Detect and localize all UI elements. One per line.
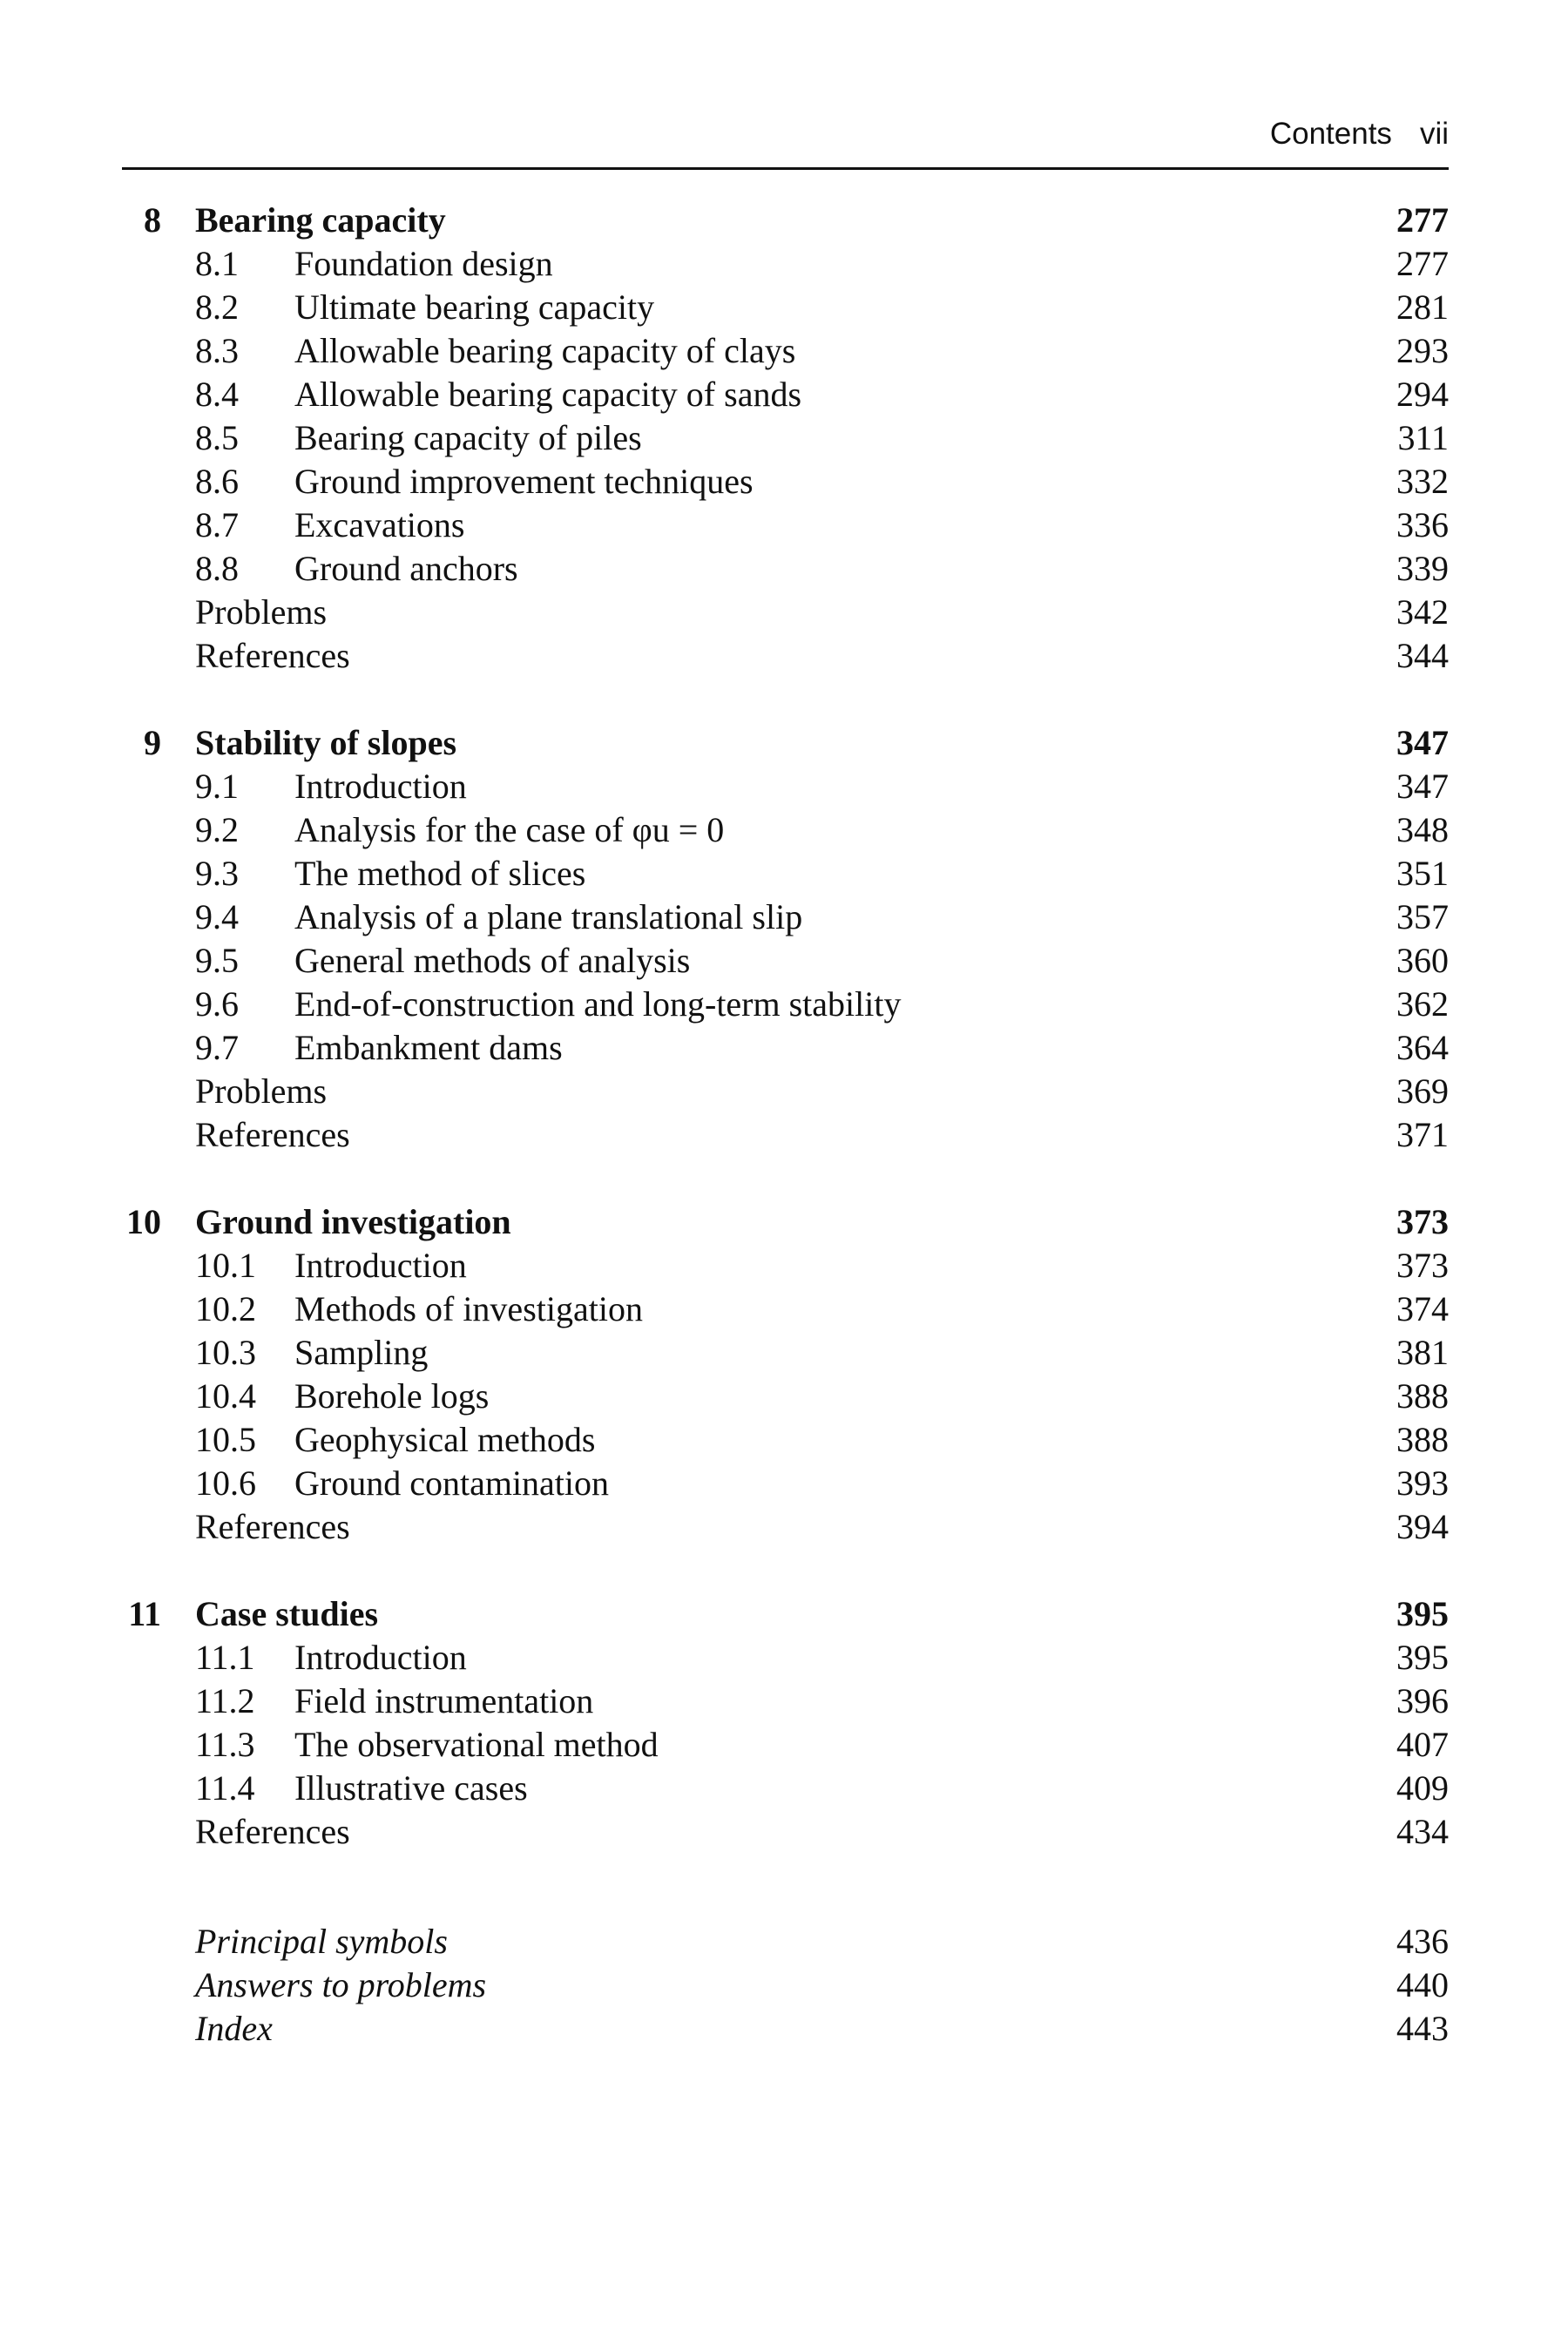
section-entry[interactable] bbox=[122, 1331, 1449, 1375]
section-page-number: 339 bbox=[1396, 549, 1449, 588]
section-page-number: 364 bbox=[1396, 1028, 1449, 1067]
chapter-page-number: 347 bbox=[1396, 723, 1449, 762]
back-matter-title: Principal symbols bbox=[195, 1922, 448, 1961]
section-number: 10.5 bbox=[195, 1420, 256, 1459]
back-matter-entry[interactable] bbox=[122, 1963, 1449, 2007]
chapter-heading[interactable] bbox=[122, 1200, 1449, 1244]
section-number: 8.7 bbox=[195, 505, 239, 544]
section-title: Allowable bearing capacity of clays bbox=[294, 331, 796, 370]
section-title: Introduction bbox=[294, 1638, 467, 1677]
section-page-number: 373 bbox=[1396, 1246, 1449, 1285]
chapter-title: Case studies bbox=[195, 1594, 379, 1633]
section-entry[interactable] bbox=[122, 1636, 1449, 1680]
section-entry[interactable] bbox=[122, 939, 1449, 983]
section-entry[interactable] bbox=[122, 1375, 1449, 1418]
section-entry[interactable] bbox=[122, 547, 1449, 591]
chapter-page-number: 395 bbox=[1396, 1594, 1449, 1633]
table-of-contents bbox=[122, 199, 1449, 2051]
section-page-number: 332 bbox=[1396, 462, 1449, 501]
section-title: Sampling bbox=[294, 1333, 429, 1372]
header-rule bbox=[122, 167, 1449, 170]
extra-page-number: 342 bbox=[1396, 592, 1449, 632]
section-entry[interactable] bbox=[122, 1244, 1449, 1288]
chapter-extra-entry[interactable] bbox=[122, 634, 1449, 678]
section-title: Analysis of a plane translational slip bbox=[294, 897, 803, 936]
section-title: Borehole logs bbox=[294, 1376, 490, 1416]
section-title: Introduction bbox=[294, 767, 467, 806]
section-page-number: 395 bbox=[1396, 1638, 1449, 1677]
section-page-number: 293 bbox=[1396, 331, 1449, 370]
extra-title: Problems bbox=[195, 592, 328, 632]
extra-page-number: 369 bbox=[1396, 1071, 1449, 1111]
section-page-number: 351 bbox=[1396, 854, 1449, 893]
extra-page-number: 434 bbox=[1396, 1812, 1449, 1851]
chapter-extra-entry[interactable] bbox=[122, 1810, 1449, 1854]
chapter-extra-entry[interactable] bbox=[122, 1070, 1449, 1113]
section-number: 10.6 bbox=[195, 1463, 256, 1503]
section-entry[interactable] bbox=[122, 1767, 1449, 1810]
section-page-number: 388 bbox=[1396, 1376, 1449, 1416]
chapter-title: Stability of slopes bbox=[195, 723, 457, 762]
section-entry[interactable] bbox=[122, 286, 1449, 329]
section-title: Methods of investigation bbox=[294, 1289, 643, 1328]
section-title: The method of slices bbox=[294, 854, 586, 893]
extra-page-number: 394 bbox=[1396, 1507, 1449, 1546]
section-entry[interactable] bbox=[122, 1288, 1449, 1331]
section-number: 10.3 bbox=[195, 1333, 256, 1372]
section-entry[interactable] bbox=[122, 242, 1449, 286]
section-entry[interactable] bbox=[122, 983, 1449, 1026]
section-title: Ultimate bearing capacity bbox=[294, 287, 655, 327]
back-matter-page-number: 440 bbox=[1396, 1965, 1449, 2004]
extra-title: References bbox=[195, 1812, 350, 1851]
section-title: Ground improvement techniques bbox=[294, 462, 754, 501]
chapter-spacer bbox=[122, 1549, 1449, 1592]
section-title: Introduction bbox=[294, 1246, 467, 1285]
section-number: 9.1 bbox=[195, 767, 239, 806]
section-number: 9.5 bbox=[195, 941, 239, 980]
section-title: Allowable bearing capacity of sands bbox=[294, 375, 802, 414]
section-number: 11.4 bbox=[195, 1768, 255, 1808]
section-number: 8.4 bbox=[195, 375, 239, 414]
chapter-extra-entry[interactable] bbox=[122, 1505, 1449, 1549]
extra-title: References bbox=[195, 1115, 350, 1154]
section-page-number: 357 bbox=[1396, 897, 1449, 936]
section-page-number: 388 bbox=[1396, 1420, 1449, 1459]
section-title: Bearing capacity of piles bbox=[294, 418, 642, 457]
back-matter-page-number: 443 bbox=[1396, 2009, 1449, 2048]
section-page-number: 311 bbox=[1397, 418, 1449, 457]
section-entry[interactable] bbox=[122, 1418, 1449, 1462]
chapter-number: 9 bbox=[144, 723, 161, 762]
section-number: 9.2 bbox=[195, 810, 239, 849]
chapter-heading[interactable] bbox=[122, 1592, 1449, 1636]
chapter-page-number: 373 bbox=[1396, 1202, 1449, 1241]
section-title: Ground contamination bbox=[294, 1463, 610, 1503]
chapter-spacer bbox=[122, 1157, 1449, 1200]
chapter-extra-entry[interactable] bbox=[122, 591, 1449, 634]
section-title: The observational method bbox=[294, 1725, 659, 1764]
section-entry[interactable] bbox=[122, 460, 1449, 504]
back-matter-entry[interactable] bbox=[122, 2007, 1449, 2051]
section-title: Foundation design bbox=[294, 244, 553, 283]
section-number: 9.7 bbox=[195, 1028, 239, 1067]
section-number: 8.8 bbox=[195, 549, 239, 588]
section-page-number: 281 bbox=[1396, 287, 1449, 327]
chapter-heading[interactable] bbox=[122, 721, 1449, 765]
section-number: 11.2 bbox=[195, 1681, 255, 1720]
extra-title: Problems bbox=[195, 1071, 328, 1111]
section-page-number: 396 bbox=[1396, 1681, 1449, 1720]
section-number: 10.1 bbox=[195, 1246, 256, 1285]
section-number: 8.5 bbox=[195, 418, 239, 457]
section-title: Excavations bbox=[294, 505, 465, 544]
section-page-number: 381 bbox=[1396, 1333, 1449, 1372]
chapter-extra-entry[interactable] bbox=[122, 1113, 1449, 1157]
section-page-number: 348 bbox=[1396, 810, 1449, 849]
back-matter-entry[interactable] bbox=[122, 1920, 1449, 1963]
section-title: End-of-construction and long-term stability bbox=[294, 984, 902, 1024]
section-number: 10.2 bbox=[195, 1289, 256, 1328]
section-entry[interactable] bbox=[122, 1680, 1449, 1723]
section-title: Analysis for the case of φu = 0 bbox=[294, 810, 725, 849]
section-number: 8.6 bbox=[195, 462, 239, 501]
section-page-number: 360 bbox=[1396, 941, 1449, 980]
chapter-number: 10 bbox=[126, 1202, 161, 1241]
section-entry[interactable] bbox=[122, 808, 1449, 852]
section-page-number: 374 bbox=[1396, 1289, 1449, 1328]
chapter-number: 11 bbox=[128, 1594, 161, 1633]
running-head-page-number: vii bbox=[1419, 117, 1449, 151]
section-page-number: 362 bbox=[1396, 984, 1449, 1024]
back-matter-page-number: 436 bbox=[1396, 1922, 1449, 1961]
chapter-title: Ground investigation bbox=[195, 1202, 511, 1241]
back-matter-title: Answers to problems bbox=[195, 1965, 487, 2004]
running-head-title: Contents bbox=[1269, 117, 1392, 151]
section-page-number: 347 bbox=[1396, 767, 1449, 806]
section-number: 8.1 bbox=[195, 244, 239, 283]
section-number: 9.6 bbox=[195, 984, 239, 1024]
section-entry[interactable] bbox=[122, 416, 1449, 460]
section-page-number: 294 bbox=[1396, 375, 1449, 414]
section-page-number: 409 bbox=[1396, 1768, 1449, 1808]
chapter-heading[interactable] bbox=[122, 199, 1449, 242]
section-entry[interactable] bbox=[122, 1462, 1449, 1505]
section-number: 8.3 bbox=[195, 331, 239, 370]
section-entry[interactable] bbox=[122, 852, 1449, 896]
extra-title: References bbox=[195, 636, 350, 675]
section-title: Illustrative cases bbox=[294, 1768, 528, 1808]
section-entry[interactable] bbox=[122, 1723, 1449, 1767]
section-entry[interactable] bbox=[122, 896, 1449, 939]
section-entry[interactable] bbox=[122, 329, 1449, 373]
section-number: 8.2 bbox=[195, 287, 239, 327]
section-title: Field instrumentation bbox=[294, 1681, 594, 1720]
back-matter-title: Index bbox=[195, 2009, 273, 2048]
section-number: 9.4 bbox=[195, 897, 239, 936]
section-title: Embankment dams bbox=[294, 1028, 563, 1067]
chapter-spacer bbox=[122, 678, 1449, 721]
chapter-title: Bearing capacity bbox=[195, 200, 446, 240]
section-page-number: 277 bbox=[1396, 244, 1449, 283]
section-title: General methods of analysis bbox=[294, 941, 691, 980]
section-page-number: 336 bbox=[1396, 505, 1449, 544]
section-entry[interactable] bbox=[122, 373, 1449, 416]
chapter-page-number: 277 bbox=[1396, 200, 1449, 240]
section-page-number: 393 bbox=[1396, 1463, 1449, 1503]
section-number: 9.3 bbox=[195, 854, 239, 893]
section-number: 11.3 bbox=[195, 1725, 255, 1764]
chapter-number: 8 bbox=[144, 200, 161, 240]
section-page-number: 407 bbox=[1396, 1725, 1449, 1764]
back-matter-spacer bbox=[122, 1854, 1449, 1920]
section-number: 11.1 bbox=[195, 1638, 255, 1677]
running-head bbox=[122, 117, 1449, 155]
section-title: Ground anchors bbox=[294, 549, 518, 588]
section-entry[interactable] bbox=[122, 765, 1449, 808]
section-title: Geophysical methods bbox=[294, 1420, 596, 1459]
section-number: 10.4 bbox=[195, 1376, 256, 1416]
extra-title: References bbox=[195, 1507, 350, 1546]
section-entry[interactable] bbox=[122, 1026, 1449, 1070]
extra-page-number: 344 bbox=[1396, 636, 1449, 675]
extra-page-number: 371 bbox=[1396, 1115, 1449, 1154]
section-entry[interactable] bbox=[122, 504, 1449, 547]
